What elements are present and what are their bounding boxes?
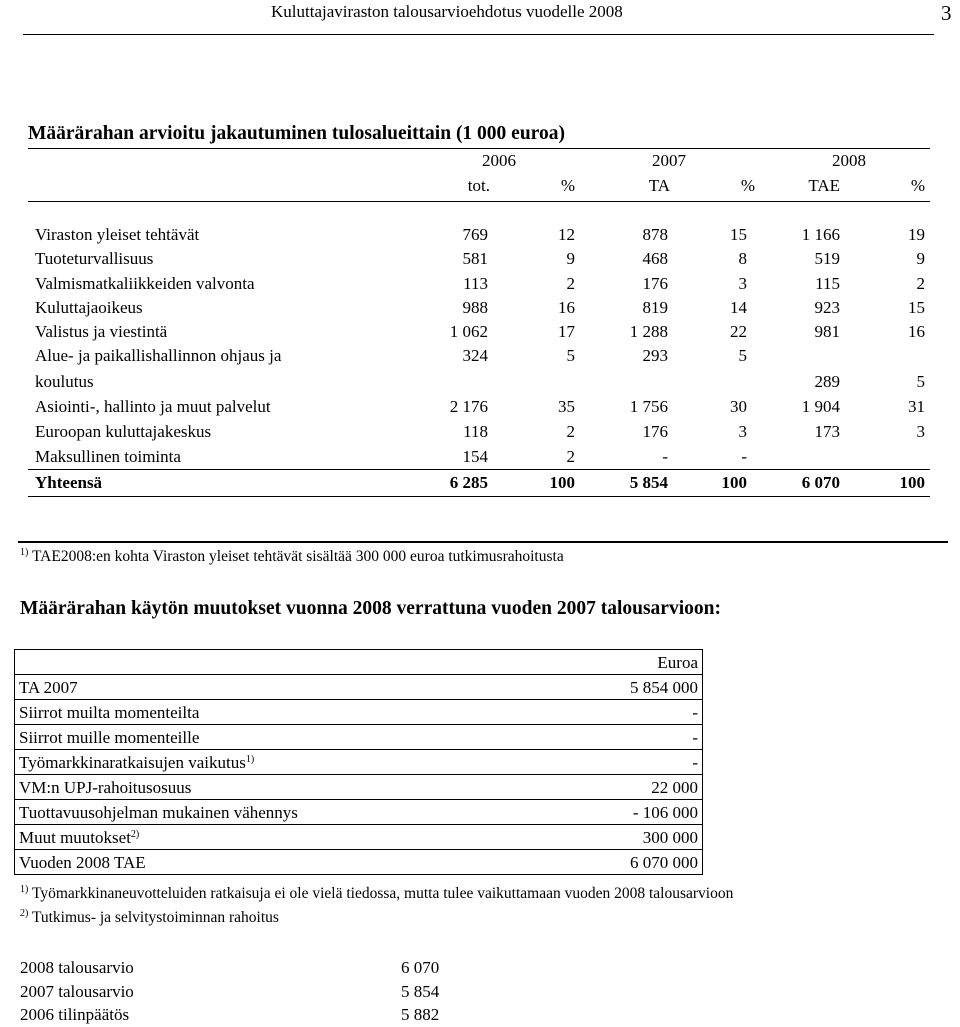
row-label: VM:n UPJ-rahoitusosuus — [15, 775, 558, 800]
cell-tae-2008: 981 — [814, 322, 840, 341]
unit-label-cell — [15, 650, 558, 675]
cell-tot-2006: 988 — [462, 298, 488, 317]
table-row — [15, 725, 703, 750]
row-label: Maksullinen toiminta — [35, 447, 181, 466]
cell-pct-2007: 3 — [738, 274, 747, 293]
note-text: Tutkimus- ja selvitystoiminnan rahoitus — [31, 909, 279, 926]
cell-tot-2006: 2 176 — [449, 397, 488, 416]
cell-pct-2008: 31 — [908, 397, 925, 416]
cell-ta-2007: 468 — [642, 249, 668, 268]
total-ta-2007: 5 854 — [629, 473, 668, 492]
summary-value: 5 854 — [401, 982, 440, 1001]
cell-tot-2006: 113 — [463, 274, 488, 293]
row-label: Viraston yleiset tehtävät — [35, 225, 200, 244]
cell-pct-2008: 5 — [916, 372, 925, 391]
footnote-1 — [20, 548, 564, 566]
summary-label: 2006 tilinpäätös — [20, 1005, 130, 1024]
cell-tot-2006: 118 — [463, 422, 488, 441]
total-tot-2006: 6 285 — [449, 473, 488, 492]
cell-pct-2007: 8 — [738, 249, 747, 268]
note-mark: 1) — [20, 884, 29, 895]
year-2006: 2006 — [482, 151, 516, 170]
row-label: koulutus — [35, 372, 94, 391]
cell-ta-2007: 878 — [642, 225, 668, 244]
cell-pct-2008: 9 — [916, 249, 925, 268]
cell-pct-2007: 5 — [738, 346, 747, 365]
cell-pct-2006: 5 — [566, 346, 575, 365]
subhead-pct-2006: % — [560, 176, 575, 195]
footnote-mark: 1) — [20, 547, 29, 558]
summary-value: 6 070 — [401, 958, 440, 977]
cell-ta-2007: 176 — [642, 422, 668, 441]
note-text: Työmarkkinaneuvotteluiden ratkaisuja ei ole vielä tiedossa, mutta tulee vaikuttamaan vuoden 2008 talousarvioon — [31, 885, 734, 902]
cell-tae-2008: 115 — [815, 274, 840, 293]
cell-tae-2008: 1 166 — [801, 225, 840, 244]
cell-pct-2008: 19 — [908, 225, 925, 244]
header-divider — [23, 34, 934, 35]
row-value: 22 000 — [558, 775, 703, 800]
cell-tae-2008: 289 — [814, 372, 840, 391]
subhead-ta: TA — [648, 176, 670, 195]
total-pct-2006: 100 — [549, 473, 575, 492]
table-row — [15, 800, 703, 825]
year-2007: 2007 — [652, 151, 686, 170]
footnote-ref: 2) — [130, 828, 140, 840]
table-row — [15, 700, 703, 725]
cell-pct-2006: 9 — [566, 249, 575, 268]
row-label: Tuoteturvallisuus — [35, 249, 154, 268]
summary-label: 2008 talousarvio — [20, 958, 134, 977]
cell-pct-2008: 2 — [916, 274, 925, 293]
table-row — [15, 850, 703, 875]
subhead-tot: tot. — [467, 176, 490, 195]
row-value: - — [558, 750, 703, 775]
cell-ta-2007: 1 288 — [629, 322, 668, 341]
table1-total-rule — [28, 469, 930, 470]
footnote-text: TAE2008:en kohta Viraston yleiset tehtävät sisältää 300 000 euroa tutkimusrahoitusta — [31, 548, 564, 565]
row-value: - — [558, 725, 703, 750]
cell-pct-2007: 3 — [738, 422, 747, 441]
cell-tae-2008: 923 — [814, 298, 840, 317]
section2-title: Määrärahan käytön muutokset vuonna 2008 verrattuna vuoden 2007 talousarvioon: — [20, 598, 721, 619]
cell-pct-2006: 2 — [566, 274, 575, 293]
row-value: 300 000 — [558, 825, 703, 850]
section2-note-2 — [20, 909, 279, 927]
section1-title: Määrärahan arvioitu jakautuminen tulosalueittain (1 000 euroa) — [28, 123, 565, 144]
row-value: 5 854 000 — [558, 675, 703, 700]
row-label: Siirrot muilta momenteilta — [15, 700, 558, 725]
table1-bottom-rule — [28, 496, 930, 497]
document-header-title: Kuluttajaviraston talousarvioehdotus vuodelle 2008 — [271, 2, 623, 21]
cell-tot-2006: 154 — [462, 447, 488, 466]
page-number: 3 — [941, 1, 952, 25]
cell-tae-2008: 1 904 — [801, 397, 840, 416]
cell-pct-2008: 16 — [908, 322, 925, 341]
row-label: Siirrot muille momenteille — [15, 725, 558, 750]
cell-pct-2007: - — [741, 447, 747, 466]
total-pct-2007: 100 — [721, 473, 747, 492]
section2-note-1 — [20, 885, 733, 903]
row-label: Alue- ja paikallishallinnon ohjaus ja — [35, 346, 282, 365]
cell-pct-2007: 30 — [730, 397, 747, 416]
year-2008: 2008 — [832, 151, 866, 170]
row-value: - 106 000 — [558, 800, 703, 825]
cell-ta-2007: 819 — [642, 298, 668, 317]
table-row — [15, 750, 703, 775]
table1-header-rule — [28, 201, 930, 202]
footnote-divider — [18, 541, 948, 543]
cell-ta-2007: - — [662, 447, 668, 466]
cell-tae-2008: 519 — [814, 249, 840, 268]
footnote-ref: 1) — [245, 753, 255, 765]
cell-pct-2007: 15 — [730, 225, 747, 244]
summary-label: 2007 talousarvio — [20, 982, 134, 1001]
cell-pct-2008: 15 — [908, 298, 925, 317]
table-row — [15, 825, 703, 850]
row-label: Muut muutokset$^{2)}$ — [15, 825, 558, 850]
row-label: TA 2007 — [15, 675, 558, 700]
total-pct-2008: 100 — [899, 473, 925, 492]
cell-ta-2007: 293 — [642, 346, 668, 365]
row-label: Tuottavuusohjelman mukainen vähennys — [15, 800, 558, 825]
table1-top-rule — [28, 148, 930, 149]
table-row — [15, 650, 703, 675]
cell-pct-2006: 12 — [558, 225, 575, 244]
cell-pct-2006: 35 — [558, 397, 575, 416]
row-value: 6 070 000 — [558, 850, 703, 875]
changes-table — [14, 649, 703, 875]
cell-ta-2007: 176 — [642, 274, 668, 293]
cell-pct-2006: 2 — [566, 422, 575, 441]
cell-tot-2006: 1 062 — [449, 322, 488, 341]
row-label: Valistus ja viestintä — [35, 322, 168, 341]
cell-tot-2006: 324 — [462, 346, 488, 365]
cell-pct-2008: 3 — [916, 422, 925, 441]
table-row — [15, 775, 703, 800]
row-label: Valmismatkaliikkeiden valvonta — [35, 274, 255, 293]
cell-pct-2007: 14 — [730, 298, 747, 317]
cell-pct-2006: 2 — [566, 447, 575, 466]
cell-pct-2007: 22 — [730, 322, 747, 341]
total-tae-2008: 6 070 — [801, 473, 840, 492]
cell-pct-2006: 16 — [558, 298, 575, 317]
cell-tae-2008: 173 — [814, 422, 840, 441]
row-value: - — [558, 700, 703, 725]
row-label: Asiointi-, hallinto ja muut palvelut — [35, 397, 271, 416]
note-mark: 2) — [20, 908, 29, 919]
subhead-tae: TAE — [808, 176, 840, 195]
cell-tot-2006: 769 — [462, 225, 488, 244]
total-label: Yhteensä — [35, 473, 103, 492]
subhead-pct-2008: % — [910, 176, 925, 195]
cell-tot-2006: 581 — [462, 249, 488, 268]
summary-value: 5 882 — [401, 1005, 440, 1024]
unit-header: Euroa — [558, 650, 703, 675]
row-label: Kuluttajaoikeus — [35, 298, 143, 317]
row-label: Euroopan kuluttajakeskus — [35, 422, 212, 441]
cell-pct-2006: 17 — [558, 322, 575, 341]
row-label: Työmarkkinaratkaisujen vaikutus$^{1)}$ — [15, 750, 558, 775]
row-label: Vuoden 2008 TAE — [15, 850, 558, 875]
subhead-pct-2007: % — [740, 176, 755, 195]
table-row — [15, 675, 703, 700]
cell-ta-2007: 1 756 — [629, 397, 668, 416]
